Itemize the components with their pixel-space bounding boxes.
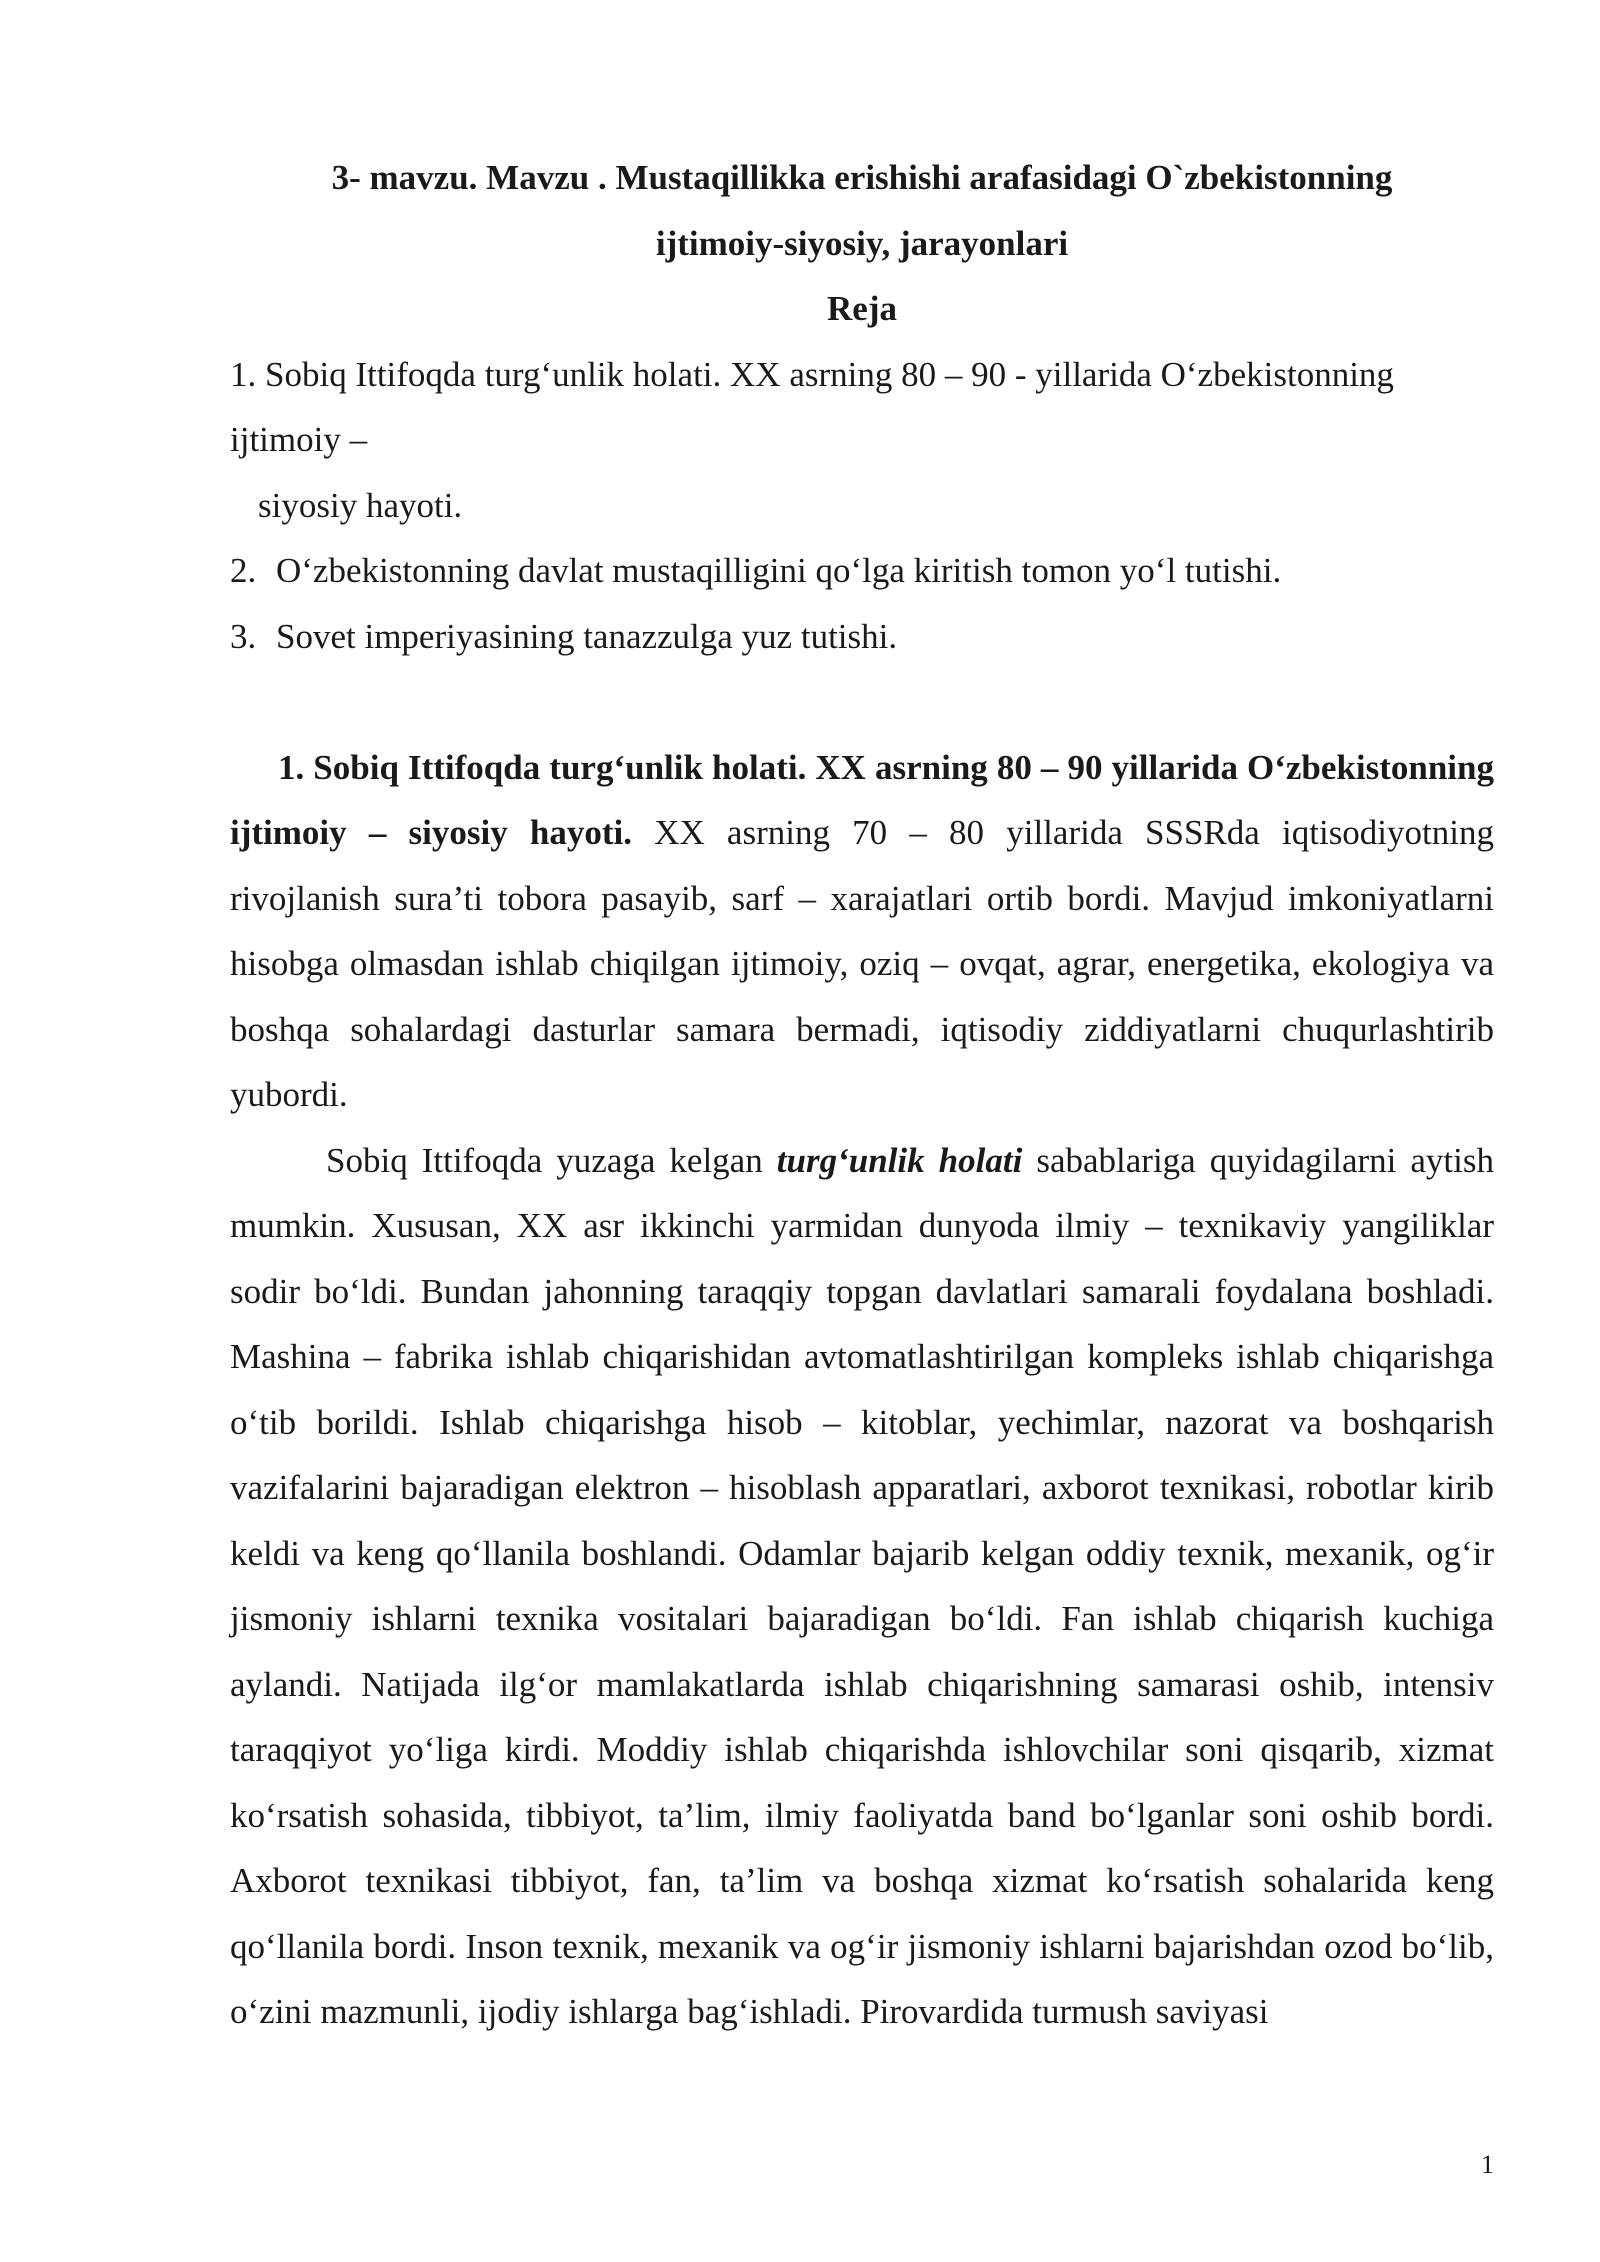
- plan-item-3-number: 3.: [230, 616, 257, 656]
- plan-list: [230, 342, 1494, 670]
- plan-item-2-number: 2.: [230, 551, 257, 590]
- plan-item-3-text: Sovet imperiyasining tanazzulga yuz tutishi.: [276, 616, 898, 656]
- title-line-2: ijtimoiy-siyosiy, jarayonlari: [655, 223, 1069, 263]
- section-1-emphasis: turg‘unlik holati: [776, 1140, 1023, 1180]
- section-1-paragraph-2-text: sabablariga quyidagilarni aytish mumkin. Xususan, XX asr ikkinchi yarmidan dunyoda ilmiy – texnikaviy yangiliklar sodir bo‘ldi. Bundan jahonning taraqqiy topgan davlatlari samarali foydalana boshladi. Mashina – fabrika ishlab chiqarishidan avtomatlashtirilgan kompleks ishlab chiqarishga o‘tib borildi. Ishlab chiqarishga hisob – kitoblar, yechimlar, nazorat va boshqarish vazifalarini bajaradigan elektron – hisoblash apparatlari, axborot texnikasi, robotlar kirib keldi va keng qo‘llanila boshlandi. Odamlar bajarib kelgan oddiy texnik, mexanik, og‘ir jismoniy ishlarni texnika vositalari bajaradigan bo‘ldi. Fan ishlab chiqarish kuchiga aylandi. Natijada ilg‘or mamlakatlarda ishlab chiqarishning samarasi oshib, intensiv taraqqiyot yo‘liga kirdi. Moddiy ishlab chiqarishda ishlovchilar soni qisqarib, xizmat ko‘rsatish sohasida, tibbiyot, ta’lim, ilmiy faoliyatda band bo‘lganlar soni oshib bordi. Axborot texnikasi tibbiyot, fan, ta’lim va boshqa xizmat ko‘rsatish sohalarida keng qo‘llanila bordi. Inson texnik, mexanik va og‘ir jismoniy ishlarni bajarishdan ozod bo‘lib, o‘zini mazmunli, ijodiy ishlarga bag‘ishladi. Pirovardida turmush saviyasi: [230, 1140, 1495, 2031]
- title-line-1: 3- mavzu. Mavzu . Mustaqillikka erishishi arafasidagi O`zbekistonning: [331, 158, 1393, 197]
- section-1-paragraph-1: [230, 735, 1494, 1128]
- page-number: 1: [1481, 2150, 1494, 2179]
- section-1-paragraph-2: [230, 1128, 1494, 2045]
- section-1-paragraph-2-start: Sobiq Ittifoqda yuzaga kelgan: [326, 1140, 777, 1180]
- document-page: [230, 145, 1494, 2045]
- plan-item-1-line-2: ijtimoiy –: [230, 420, 368, 459]
- plan-item-2-text: O‘zbekistonning davlat mustaqilligini qo‘lga kiritish tomon yo‘l tutishi.: [276, 551, 1282, 590]
- plan-heading: Reja: [827, 289, 897, 328]
- plan-item-1-line-3: siyosiy hayoti.: [258, 485, 463, 525]
- plan-item-1-line-1: 1. Sobiq Ittifoqda turg‘unlik holati. XX asrning 80 – 90 - yillarida O‘zbekistonning: [230, 354, 1394, 394]
- section-1-paragraph-1-text: XX asrning 70 – 80 yillarida SSSRda iqtisodiyotning rivojlanish sura’ti tobora pasayib, sarf – xarajatlari ortib bordi. Mavjud imkoniyatlarni hisobga olmasdan ishlab chiqilgan ijtimoiy, oziq – ovqat, agrar, energetika, ekologiya va boshqa sohalardagi dasturlar samara bermadi, iqtisodiy ziddiyatlarni chuqurlashtirib yubordi.: [230, 813, 1494, 1114]
- plan-item-2: [230, 538, 1494, 604]
- spacer: [230, 669, 1494, 735]
- plan-item-3: [230, 604, 1494, 670]
- section-1-heading: 1. Sobiq Ittifoqda turg‘unlik holati. XX asrning 80 – 90 yillarida O‘zbekistonning ijtimoiy – siyosiy hayoti.: [230, 747, 1494, 852]
